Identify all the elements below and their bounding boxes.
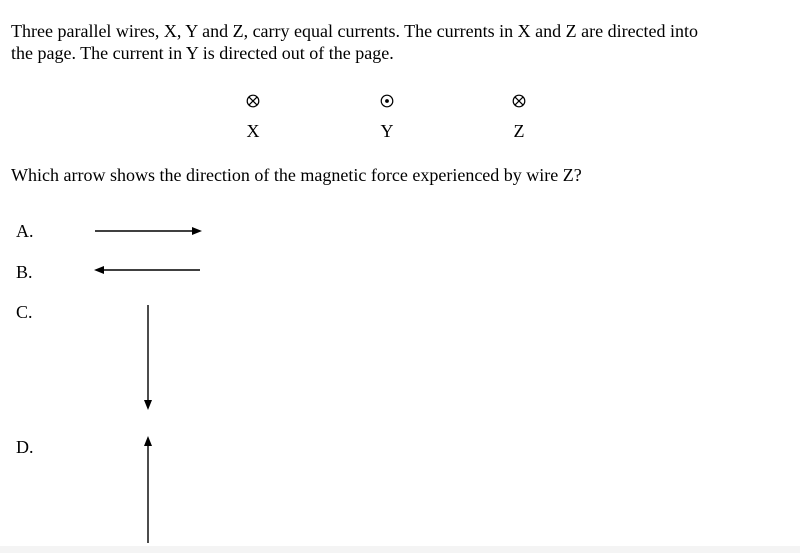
wire-label-x: X (246, 121, 260, 141)
wire-label-z: Z (513, 121, 525, 141)
right-arrow-icon[interactable] (94, 224, 204, 238)
question-text: Which arrow shows the direction of the magnetic force experienced by wire Z? (11, 165, 582, 185)
option-d-letter: D. (16, 437, 34, 457)
question-stem (11, 20, 781, 64)
dot-circle-icon (380, 94, 394, 108)
left-arrow-icon[interactable] (93, 263, 203, 277)
cross-circle-icon (512, 94, 526, 108)
down-arrow-icon[interactable] (141, 304, 155, 412)
option-a-letter: A. (16, 221, 34, 241)
stem-line-2: the page. The current in Y is directed out of the page. (11, 43, 394, 63)
stem-line-1: Three parallel wires, X, Y and Z, carry equal currents. The currents in X and Z are directed into (11, 21, 699, 41)
wire-label-y: Y (380, 121, 394, 141)
option-b-letter: B. (16, 262, 33, 282)
cross-circle-icon (246, 94, 260, 108)
up-arrow-icon[interactable] (141, 435, 155, 545)
option-c-letter: C. (16, 302, 33, 322)
page-bottom-edge (0, 546, 800, 553)
